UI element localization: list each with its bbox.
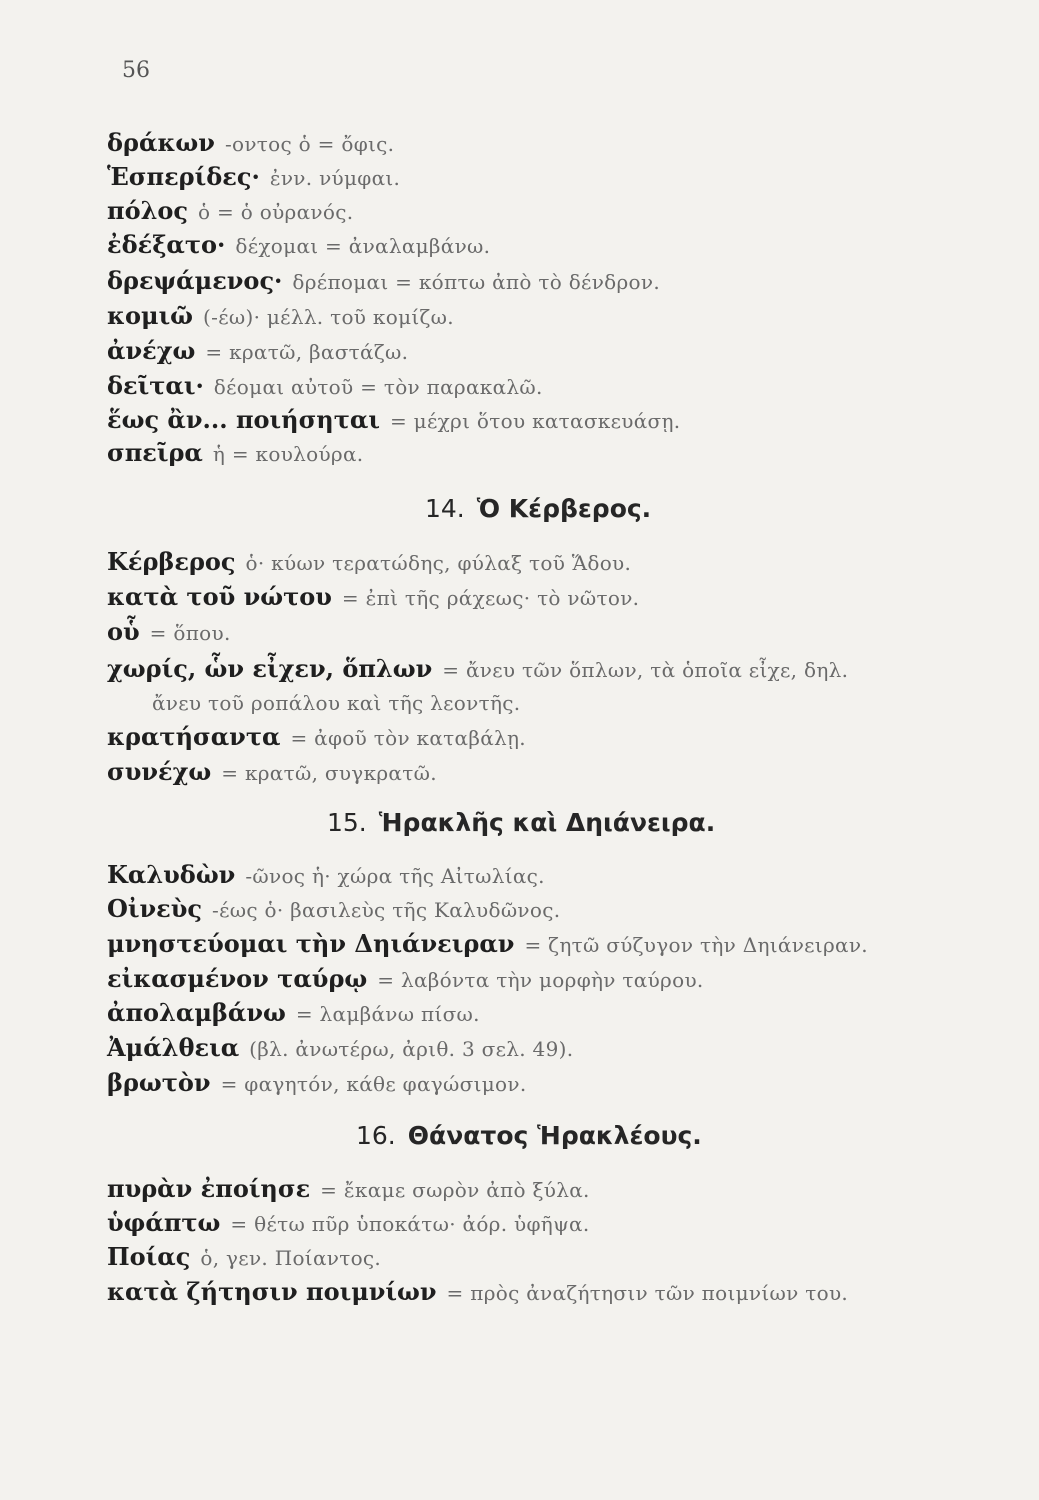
glossary-entry bbox=[107, 722, 526, 754]
entry-lemma: κατὰ τοῦ νώτου bbox=[107, 582, 332, 611]
glossary-entry bbox=[107, 894, 560, 926]
entry-gloss: = λαβόντα τὴν μορφὴν ταύρου. bbox=[377, 968, 704, 992]
glossary-entry bbox=[107, 196, 353, 228]
glossary-entry-continuation bbox=[152, 688, 520, 719]
entry-gloss: ὁ = ὁ οὐρανός. bbox=[198, 200, 354, 224]
entry-lemma: Οἰνεὺς bbox=[107, 894, 203, 923]
glossary-entry bbox=[107, 1174, 590, 1206]
entry-gloss: = κρατῶ, βαστάζω. bbox=[205, 340, 409, 364]
glossary-entry bbox=[107, 128, 394, 160]
section-title: Θάνατος Ἡρακλέους. bbox=[407, 1121, 702, 1150]
glossary-entry bbox=[107, 929, 868, 961]
glossary-entry bbox=[107, 230, 490, 262]
glossary-entry bbox=[107, 617, 231, 649]
entry-gloss: = κρατῶ, συγκρατῶ. bbox=[221, 761, 437, 785]
glossary-entry bbox=[107, 301, 454, 333]
glossary-entry bbox=[107, 654, 848, 686]
glossary-entry bbox=[107, 860, 545, 892]
glossary-entry bbox=[107, 266, 660, 298]
entry-gloss: = φαγητόν, κάθε φαγώσιμον. bbox=[220, 1072, 527, 1096]
entry-lemma: συνέχω bbox=[107, 757, 212, 786]
entry-lemma: ἀπολαμβάνω bbox=[107, 998, 286, 1027]
entry-lemma: κατὰ ζήτησιν ποιμνίων bbox=[107, 1277, 437, 1306]
entry-gloss: -έως ὁ· βασιλεὺς τῆς Καλυδῶνος. bbox=[212, 898, 561, 922]
entry-gloss: = ἀφοῦ τὸν καταβάλῃ. bbox=[290, 726, 526, 750]
entry-lemma: δράκων bbox=[107, 128, 215, 157]
entry-gloss: = ὅπου. bbox=[149, 621, 231, 645]
entry-gloss: -οντος ὁ = ὄφις. bbox=[224, 132, 395, 156]
entry-lemma: οὗ bbox=[107, 617, 140, 646]
entry-lemma: Ποίας bbox=[107, 1242, 191, 1271]
section-heading bbox=[425, 494, 651, 523]
glossary-entry bbox=[107, 547, 631, 579]
entry-lemma: κομιῶ bbox=[107, 301, 194, 330]
entry-lemma: κρατήσαντα bbox=[107, 722, 281, 751]
entry-gloss: δρέπομαι = κόπτω ἀπὸ τὸ δένδρον. bbox=[292, 270, 661, 294]
entry-lemma: πυρὰν ἐποίησε bbox=[107, 1174, 311, 1203]
entry-gloss: ὁ, γεν. Ποίαντος. bbox=[200, 1246, 382, 1270]
section-number: 15. bbox=[327, 808, 367, 837]
entry-lemma: σπεῖρα bbox=[107, 438, 203, 467]
entry-gloss: = πρὸς ἀναζήτησιν τῶν ποιμνίων του. bbox=[446, 1281, 849, 1305]
entry-gloss: ὁ· κύων τερατώδης, φύλαξ τοῦ Ἅδου. bbox=[245, 551, 632, 575]
section-number: 14. bbox=[425, 494, 465, 523]
glossary-entry bbox=[107, 1277, 848, 1309]
entry-gloss: = ἔκαμε σωρὸν ἀπὸ ξύλα. bbox=[320, 1178, 590, 1202]
entry-gloss: ἄνευ τοῦ ροπάλου καὶ τῆς λεοντῆς. bbox=[152, 691, 521, 715]
entry-gloss: δέχομαι = ἀναλαμβάνω. bbox=[235, 234, 491, 258]
entry-gloss: = ἄνευ τῶν ὅπλων, τὰ ὁποῖα εἶχε, δηλ. bbox=[442, 658, 849, 682]
entry-gloss: = ἐπὶ τῆς ράχεως· τὸ νῶτον. bbox=[341, 586, 640, 610]
glossary-entry bbox=[107, 582, 639, 614]
entry-lemma: ἕως ἂν... ποιήσηται bbox=[107, 405, 380, 434]
section-title: Ἡρακλῆς καὶ Δηιάνειρα. bbox=[378, 808, 716, 837]
glossary-entry bbox=[107, 162, 400, 194]
glossary-entry bbox=[107, 757, 437, 789]
entry-gloss: -ῶνος ἡ· χώρα τῆς Αἰτωλίας. bbox=[245, 864, 545, 888]
entry-gloss: = θέτω πῦρ ὑποκάτω· ἀόρ. ὑφῆψα. bbox=[230, 1212, 590, 1236]
section-title: Ὁ Κέρβερος. bbox=[476, 494, 652, 523]
glossary-entry bbox=[107, 1208, 590, 1240]
glossary-entry bbox=[107, 1068, 527, 1100]
entry-lemma: δεῖται· bbox=[107, 371, 204, 400]
glossary-entry bbox=[107, 964, 704, 996]
glossary-entry bbox=[107, 405, 680, 437]
entry-lemma: Ἑσπερίδες· bbox=[107, 162, 260, 191]
glossary-entry bbox=[107, 1033, 573, 1065]
entry-gloss: δέομαι αὐτοῦ = τὸν παρακαλῶ. bbox=[213, 375, 543, 399]
entry-lemma: Κέρβερος bbox=[107, 547, 236, 576]
glossary-entry bbox=[107, 1242, 381, 1274]
entry-lemma: εἰκασμένον ταύρῳ bbox=[107, 964, 368, 993]
entry-gloss: = λαμβάνω πίσω. bbox=[295, 1002, 480, 1026]
glossary-entry bbox=[107, 438, 363, 470]
section-number: 16. bbox=[356, 1121, 396, 1150]
entry-lemma: βρωτὸν bbox=[107, 1068, 211, 1097]
entry-lemma: Ἀμάλθεια bbox=[107, 1033, 240, 1062]
glossary-entry bbox=[107, 371, 543, 403]
entry-lemma: χωρίς, ὧν εἶχεν, ὅπλων bbox=[107, 654, 433, 683]
entry-lemma: ἀνέχω bbox=[107, 336, 196, 365]
entry-gloss: ἐνν. νύμφαι. bbox=[269, 166, 401, 190]
entry-gloss: (βλ. ἀνωτέρω, ἀριθ. 3 σελ. 49). bbox=[249, 1037, 574, 1061]
entry-gloss: = μέχρι ὅτου κατασκευάσῃ. bbox=[389, 409, 681, 433]
entry-lemma: ἐδέξατο· bbox=[107, 230, 226, 259]
entry-lemma: μνηστεύομαι τὴν Δηιάνειραν bbox=[107, 929, 515, 958]
glossary-entry bbox=[107, 336, 408, 368]
entry-gloss: (-έω)· μέλλ. τοῦ κομίζω. bbox=[203, 305, 454, 329]
entry-gloss: ἡ = κουλούρα. bbox=[212, 442, 364, 466]
entry-lemma: Καλυδὼν bbox=[107, 860, 236, 889]
page-number: 56 bbox=[122, 58, 150, 83]
entry-gloss: = ζητῶ σύζυγον τὴν Δηιάνειραν. bbox=[524, 933, 868, 957]
entry-lemma: πόλος bbox=[107, 196, 189, 225]
glossary-entry bbox=[107, 998, 480, 1030]
entry-lemma: ὑφάπτω bbox=[107, 1208, 221, 1237]
section-heading bbox=[327, 808, 715, 837]
entry-lemma: δρεψάμενος· bbox=[107, 266, 283, 295]
section-heading bbox=[356, 1121, 702, 1150]
